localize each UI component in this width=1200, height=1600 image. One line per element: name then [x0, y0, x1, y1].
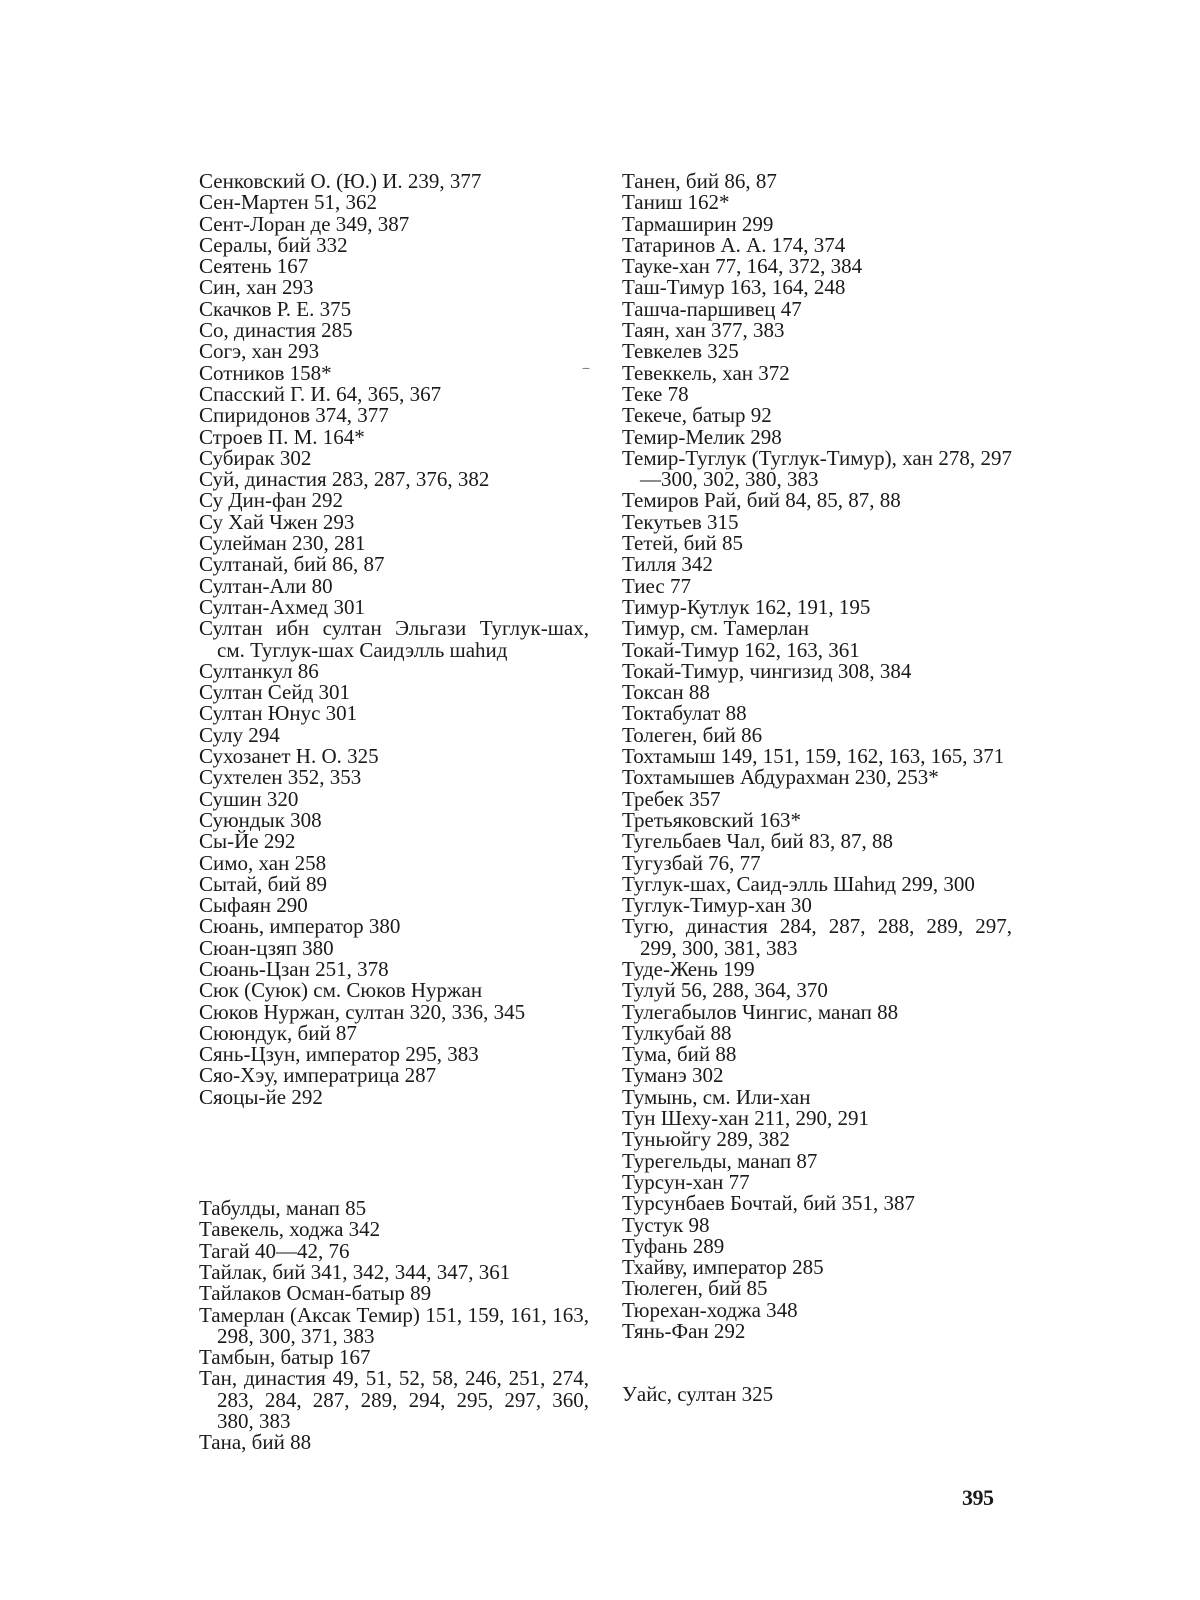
- section-spacer: [199, 1108, 589, 1198]
- scan-mark: ‾: [583, 366, 589, 386]
- index-entry: Тана, бий 88: [199, 1430, 312, 1455]
- index-entry: Тармаширин 299: [622, 211, 774, 236]
- index-entry: Теке 78: [622, 381, 689, 406]
- index-entry: Токай-Тимур 162, 163, 361: [622, 637, 860, 662]
- index-entry: Тауке-хан 77, 164, 372, 384: [622, 254, 863, 279]
- index-entry: Тума, бий 88: [622, 1042, 737, 1067]
- index-entry: Тохтамышев Абдурахман 230, 253*: [622, 765, 939, 790]
- index-entry: Султан ибн султан Эльгази Туглук-шах, см. Туглук-шах Саидэлль шаһид: [199, 616, 589, 662]
- index-entry: Тетей, бий 85: [622, 531, 743, 556]
- right-column: [622, 171, 1012, 1406]
- index-entry: Тимур-Кутлук 162, 191, 195: [622, 594, 871, 619]
- index-entry: Тулкубай 88: [622, 1020, 732, 1045]
- index-entry: Тайлак, бий 341, 342, 344, 347, 361: [199, 1259, 511, 1284]
- index-entry: Тевеккель, хан 372: [622, 360, 790, 385]
- index-entry: Султан-Ахмед 301: [199, 594, 365, 619]
- index-entry: Султанай, бий 86, 87: [199, 552, 385, 577]
- index-entry: Таш-Тимур 163, 164, 248: [622, 275, 846, 300]
- index-entry: Танен, бий 86, 87: [622, 169, 777, 193]
- index-entry: Сянь-Цзун, император 295, 383: [199, 1042, 479, 1067]
- index-entry: Субирак 302: [199, 445, 312, 470]
- index-entry: Тугельбаев Чал, бий 83, 87, 88: [622, 829, 894, 854]
- index-entry: Ташча-паршивец 47: [622, 296, 802, 321]
- index-entry: Тхайву, император 285: [622, 1255, 824, 1280]
- index-entry: Турегельды, манап 87: [622, 1148, 818, 1173]
- index-section-t-continued: [622, 171, 1012, 1342]
- index-entry: Сююндук, бий 87: [199, 1020, 357, 1045]
- index-entry: Третьяковский 163*: [622, 807, 801, 832]
- index-entry: Сяо-Хэу, императрица 287: [199, 1063, 437, 1088]
- index-entry: Сеятень 167: [199, 254, 309, 279]
- index-entry: Тилля 342: [622, 552, 713, 577]
- index-entry: Сенковский О. (Ю.) И. 239, 377: [199, 169, 482, 193]
- index-entry: Спасский Г. И. 64, 365, 367: [199, 381, 442, 406]
- index-entry: Тугю, династия 284, 287, 288, 289, 297, 299, 300, 381, 383: [622, 914, 1012, 960]
- index-section-u: [622, 1384, 1012, 1405]
- index-entry: Тавекель, ходжа 342: [199, 1217, 381, 1242]
- index-entry: Темир-Мелик 298: [622, 424, 782, 449]
- index-entry: Сюков Нуржан, султан 320, 336, 345: [199, 999, 526, 1024]
- index-entry: Султан Сейд 301: [199, 680, 351, 705]
- index-entry: Тан, династия 49, 51, 52, 58, 246, 251, 274, 283, 284, 287, 289, 294, 295, 297, 360, 380, 383: [199, 1366, 589, 1434]
- index-entry: Текутьев 315: [622, 509, 739, 534]
- index-entry: Сухтелен 352, 353: [199, 765, 362, 790]
- index-entry: Султан Юнус 301: [199, 701, 358, 726]
- index-entry: Татаринов А. А. 174, 374: [622, 232, 846, 257]
- index-entry: Скачков Р. Е. 375: [199, 296, 352, 321]
- index-entry: Таниш 162*: [622, 190, 730, 215]
- index-entry: Турсунбаев Бочтай, бий 351, 387: [622, 1191, 916, 1216]
- index-entry: Туглук-шах, Саид-элль Шаһид 299, 300: [622, 871, 975, 896]
- index-entry: Уайс, султан 325: [622, 1382, 774, 1407]
- index-entry: Сент-Лоран де 349, 387: [199, 211, 410, 236]
- index-entry: Султанкул 86: [199, 658, 319, 683]
- index-entry: Тайлаков Осман-батыр 89: [199, 1281, 432, 1306]
- index-entry: Тустук 98: [622, 1212, 710, 1237]
- index-entry: Туманэ 302: [622, 1063, 724, 1088]
- index-entry: Сотников 158*: [199, 360, 332, 385]
- index-entry: Тянь-Фан 292: [622, 1319, 746, 1344]
- index-entry: Темир-Туглук (Туглук-Тимур), хан 278, 297—300, 302, 380, 383: [622, 445, 1012, 492]
- index-entry: Сен-Мартен 51, 362: [199, 190, 378, 215]
- index-entry: Симо, хан 258: [199, 850, 327, 875]
- index-entry: Сушин 320: [199, 786, 299, 811]
- index-entry: Согэ, хан 293: [199, 339, 320, 364]
- index-entry: Тагай 40—42, 76: [199, 1238, 350, 1263]
- index-entry: Сяоцы-йе 292: [199, 1084, 323, 1109]
- index-entry: Туньюйгу 289, 382: [622, 1127, 790, 1152]
- index-entry: Сулейман 230, 281: [199, 531, 366, 556]
- index-entry: Таян, хан 377, 383: [622, 318, 785, 343]
- index-entry: Султан-Али 80: [199, 573, 333, 598]
- page-number: 395: [962, 1485, 994, 1510]
- index-entry: Токай-Тимур, чингизид 308, 384: [622, 658, 912, 683]
- index-entry: Сюк (Суюк) см. Сюков Нуржан: [199, 978, 483, 1003]
- index-entry: Суй, династия 283, 287, 376, 382: [199, 467, 490, 492]
- index-entry: Суюндык 308: [199, 807, 322, 832]
- index-entry: Син, хан 293: [199, 275, 314, 300]
- index-entry: Туде-Жень 199: [622, 956, 755, 981]
- index-entry: Табулды, манап 85: [199, 1196, 367, 1221]
- index-entry: Требек 357: [622, 786, 721, 811]
- index-entry: Тимур, см. Тамерлан: [622, 616, 809, 641]
- index-entry: Тулуй 56, 288, 364, 370: [622, 978, 828, 1003]
- index-entry: Токтабулат 88: [622, 701, 747, 726]
- index-entry: Тамерлан (Аксак Темир) 151, 159, 161, 163, 298, 300, 371, 383: [199, 1302, 589, 1348]
- index-section-t: [199, 1198, 589, 1454]
- index-entry: Тюлеген, бий 85: [622, 1276, 768, 1301]
- index-entry: Спиридонов 374, 377: [199, 403, 389, 428]
- index-entry: Сюань-Цзан 251, 378: [199, 956, 389, 981]
- index-entry: Тун Шеху-хан 211, 290, 291: [622, 1106, 869, 1131]
- index-entry: Сыфаян 290: [199, 893, 308, 918]
- index-entry: Тиес 77: [622, 573, 691, 598]
- index-entry: Тумынь, см. Или-хан: [622, 1084, 811, 1109]
- index-entry: Текече, батыр 92: [622, 403, 772, 428]
- index-entry: Тугузбай 76, 77: [622, 850, 761, 875]
- index-entry: Толеген, бий 86: [622, 722, 763, 747]
- index-entry: Сюан-цзяп 380: [199, 935, 334, 960]
- index-entry: Сюань, император 380: [199, 914, 401, 939]
- index-entry: Сытай, бий 89: [199, 871, 328, 896]
- index-entry: Строев П. М. 164*: [199, 424, 365, 449]
- index-entry: Сухозанет Н. О. 325: [199, 744, 379, 769]
- index-entry: Токсан 88: [622, 680, 710, 705]
- index-entry: Со, династия 285: [199, 318, 353, 343]
- index-entry: Туфань 289: [622, 1233, 725, 1258]
- index-section-s: [199, 171, 589, 1108]
- index-entry: Тамбын, батыр 167: [199, 1345, 371, 1370]
- index-entry: Турсун-хан 77: [622, 1169, 750, 1194]
- index-entry: Тюрехан-ходжа 348: [622, 1297, 798, 1322]
- index-entry: Темиров Рай, бий 84, 85, 87, 88: [622, 488, 901, 513]
- section-spacer: [622, 1342, 1012, 1384]
- index-entry: Су Хай Чжен 293: [199, 509, 355, 534]
- index-entry: Су Дин-фан 292: [199, 488, 343, 513]
- index-entry: Тевкелев 325: [622, 339, 739, 364]
- index-entry: Сералы, бий 332: [199, 232, 348, 257]
- index-entry: Сулу 294: [199, 722, 280, 747]
- index-entry: Тохтамыш 149, 151, 159, 162, 163, 165, 371: [622, 744, 1005, 769]
- left-column: [199, 171, 589, 1454]
- index-entry: Тулегабылов Чингис, манап 88: [622, 999, 899, 1024]
- index-entry: Сы-Йе 292: [199, 829, 296, 854]
- index-entry: Туглук-Тимур-хан 30: [622, 893, 812, 918]
